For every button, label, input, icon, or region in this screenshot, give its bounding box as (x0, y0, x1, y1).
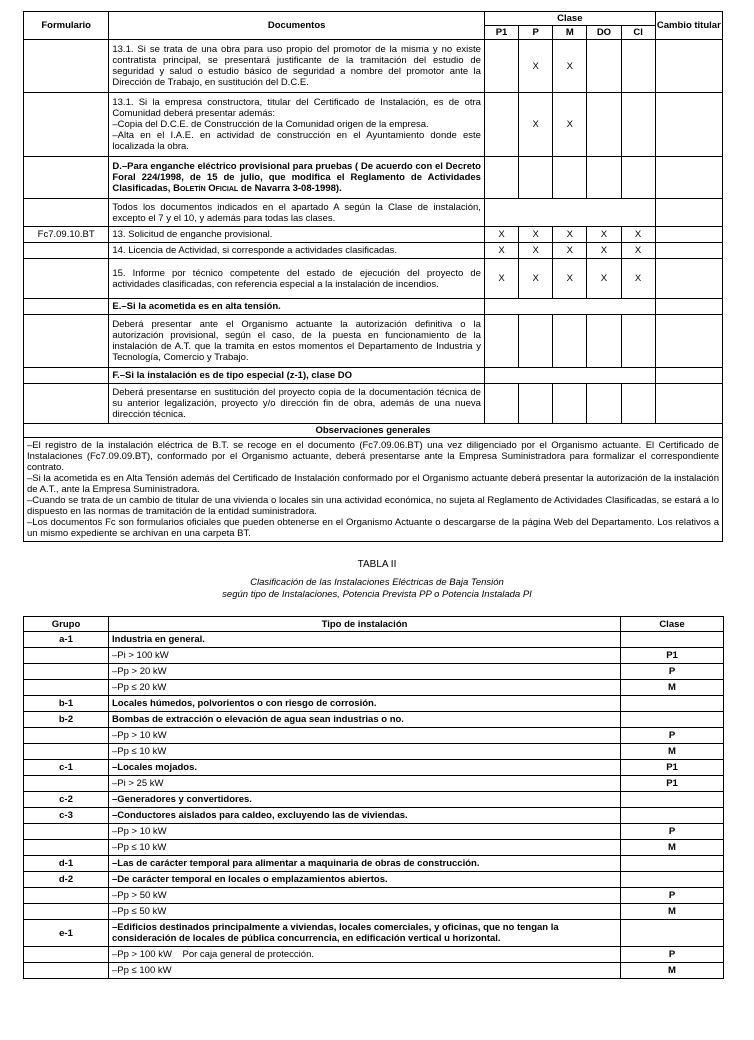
grupo-cell (24, 776, 109, 792)
table-row (24, 963, 724, 979)
table-row (24, 680, 724, 696)
table-row (24, 93, 723, 157)
grupo-cell: d-1 (24, 856, 109, 872)
mark-cell: X (553, 227, 587, 243)
observacion-item: –Si la acometida es en Alta Tensión además del Certificado de Instalación conformado por el Organismo actuante deberá presentar la autorización de la instalación de A.T., ante la Empresa Suministradora. (27, 473, 719, 495)
tipo-cell: Industria en general. (109, 632, 621, 648)
header-tipo-instalacion: Tipo de instalación (109, 617, 621, 632)
clase-cell: M (621, 680, 724, 696)
grupo-cell (24, 648, 109, 664)
clase-cell (621, 792, 724, 808)
grupo-cell (24, 888, 109, 904)
clase-cell: P (621, 947, 724, 963)
observaciones-title: Observaciones generales (24, 424, 723, 438)
clase-cell: M (621, 840, 724, 856)
clase-cell: P1 (621, 776, 724, 792)
tipo-cell: –Pp > 50 kW (109, 888, 621, 904)
tipo-cell: –Conductores aislados para caldeo, excluyendo las de viviendas. (109, 808, 621, 824)
mark-cell: X (587, 243, 621, 259)
table-row (24, 760, 724, 776)
mark-cell: X (553, 93, 587, 157)
table-row (24, 632, 724, 648)
header-clase-p: P (519, 26, 553, 40)
clase-cell: P (621, 664, 724, 680)
header-clase: Clase (484, 12, 655, 26)
grupo-cell (24, 744, 109, 760)
clase-cell: P1 (621, 760, 724, 776)
mark-cell (484, 40, 518, 93)
clase-cell: P1 (621, 648, 724, 664)
tipo-cell: –Locales mojados. (109, 760, 621, 776)
grupo-cell: c-2 (24, 792, 109, 808)
table2-subtitle-line: según tipo de Instalaciones, Potencia Prevista PP o Potencia Instalada PI (222, 589, 532, 600)
table-row (24, 384, 723, 424)
table2-title: TABLA II (357, 559, 397, 570)
clase-cell (621, 920, 724, 947)
clase-cell (621, 696, 724, 712)
clase-cell (621, 632, 724, 648)
observacion-item: –El registro de la instalación eléctrica de B.T. se recoge en el documento (Fc7.09.06.BT) una vez diligenciado por el Organismo actuante. El Certificado de Instalaciones (Fc7.09.09.BT), conformado por el Organismo actuante, deberá presentarse ante la Empresa Suministradora para formalizar el correspondiente contrato. (27, 440, 719, 473)
table-row (24, 712, 724, 728)
tipo-cell: –Pp ≤ 100 kW (109, 963, 621, 979)
formulario-code: Fc7.09.10.BT (24, 227, 109, 243)
tipo-cell: Locales húmedos, polvorientos o con riesgo de corrosión. (109, 696, 621, 712)
doc-13-1-obra-propia: 13.1. Si se trata de una obra para uso propio del promotor de la misma y no existe contratista principal, se presentará justificante de la tramitación del estudio de seguridad y salud o estudio básico de seguridad a nombre del promotor ante la Dirección de Trabajo, en sustitución del D.C.E. (109, 40, 485, 93)
grupo-cell: b-2 (24, 712, 109, 728)
mark-cell: X (519, 40, 553, 93)
clase-cell: M (621, 904, 724, 920)
grupo-cell (24, 947, 109, 963)
grupo-cell: b-1 (24, 696, 109, 712)
clase-cell: M (621, 744, 724, 760)
grupo-cell: c-1 (24, 760, 109, 776)
table-row (24, 920, 724, 947)
clase-cell (621, 872, 724, 888)
table2-subtitle-line: Clasificación de las Instalaciones Eléctricas de Baja Tensión (250, 577, 504, 588)
clase-cell (621, 808, 724, 824)
doc-14-licencia: 14. Licencia de Actividad, si corresponde a actividades clasificadas. (109, 243, 485, 259)
doc-13-1-otra-comunidad (109, 93, 485, 157)
observaciones-body (24, 438, 723, 542)
header-clase-do: DO (587, 26, 621, 40)
table2-subtitle (0, 577, 754, 601)
tipo-cell: –Pi > 100 kW (109, 648, 621, 664)
grupo-cell: a-1 (24, 632, 109, 648)
doc-todos-documentos: Todos los documentos indicados en el apartado A según la Clase de instalación, excepto el 7 y el 10, y además para todas las clases. (109, 199, 485, 227)
doc-line: –Alta en el I.A.E. en actividad de construcción en el Ayuntamiento donde este localizada la obra. (112, 130, 481, 152)
mark-cell: X (621, 227, 655, 243)
table-row (24, 199, 723, 227)
tipo-cell: Bombas de extracción o elevación de agua sean industrias o no. (109, 712, 621, 728)
table-row (24, 368, 723, 384)
clase-cell: P (621, 728, 724, 744)
grupo-cell (24, 824, 109, 840)
tipo-cell: –Pi > 25 kW (109, 776, 621, 792)
tipo-cell: –Pp > 10 kW (109, 824, 621, 840)
table-row (24, 824, 724, 840)
mark-cell: X (519, 227, 553, 243)
tipo-cell: –Pp > 10 kW (109, 728, 621, 744)
table-row (24, 227, 723, 243)
mark-cell: X (587, 259, 621, 299)
observacion-item: –Los documentos Fc son formularios oficiales que pueden obtenerse en el Organismo Actuante o descargarse de la página Web del Departamento. Los relativos a un mismo expediente se archivan en una carpeta BT. (27, 517, 719, 539)
section-d-boletin: Boletín Oficial (173, 183, 239, 194)
mark-cell (621, 40, 655, 93)
grupo-cell: d-2 (24, 872, 109, 888)
table-row (24, 904, 724, 920)
grupo-cell (24, 963, 109, 979)
table-row (24, 299, 723, 315)
mark-cell: X (519, 243, 553, 259)
table-row (24, 744, 724, 760)
doc-alta-tension: Deberá presentar ante el Organismo actuante la autorización definitiva o la autorización provisional, según el caso, de la puesta en funcionamiento de la instalación de A.T. que la tramita en estos momentos el Departamento de Industria y Tecnología, Comercio y Trabajo. (109, 315, 485, 368)
mark-cell (587, 93, 621, 157)
doc-line: 13.1. Si la empresa constructora, titular del Certificado de Instalación, es de otra Comunidad deberá presentar además: (112, 97, 481, 119)
table-row (24, 792, 724, 808)
mark-cell: X (484, 259, 518, 299)
grupo-cell (24, 840, 109, 856)
mark-cell: X (553, 259, 587, 299)
tipo-cell: –Pp ≤ 20 kW (109, 680, 621, 696)
header-clase-p1: P1 (484, 26, 518, 40)
mark-cell: X (587, 227, 621, 243)
tipo-cell: –Pp ≤ 10 kW (109, 744, 621, 760)
mark-cell (587, 40, 621, 93)
tipo-cell: –Pp > 100 kW Por caja general de protección. (109, 947, 621, 963)
header-clase-m: M (553, 26, 587, 40)
tipo-cell: –Pp ≤ 10 kW (109, 840, 621, 856)
doc-line: –Copia del D.C.E. de Construcción de la Comunidad origen de la empresa. (112, 119, 429, 130)
header-documentos: Documentos (109, 12, 485, 40)
mark-cell: X (621, 243, 655, 259)
tipo-cell: –Pp > 20 kW (109, 664, 621, 680)
table-row (24, 728, 724, 744)
mark-cell: X (553, 40, 587, 93)
section-d-heading (109, 157, 485, 199)
doc-13-solicitud: 13. Solicitud de enganche provisional. (109, 227, 485, 243)
doc-tipo-especial: Deberá presentarse en sustitución del proyecto copia de la documentación técnica de su anterior legalización, proyecto y/o dirección fin de obra, además de una nueva dirección técnica. (109, 384, 485, 424)
section-e-heading: E.–Si la acometida es en alta tensión. (109, 299, 485, 315)
tipo-cell: –Edificios destinados principalmente a viviendas, locales comerciales, y oficinas, que no tengan la consideración de locales de pública concurrencia, en edificación vertical u horizontal. (109, 920, 621, 947)
mark-cell: X (621, 259, 655, 299)
mark-cell: X (519, 93, 553, 157)
table-row (24, 856, 724, 872)
table-row (24, 947, 724, 963)
table-row (24, 157, 723, 199)
table-row (24, 664, 724, 680)
table-row (24, 259, 723, 299)
table-row (24, 696, 724, 712)
header-clase-ci: CI (621, 26, 655, 40)
documents-table (23, 11, 723, 542)
header-grupo: Grupo (24, 617, 109, 632)
grupo-cell (24, 904, 109, 920)
section-d-text-end: de Navarra 3-08-1998). (238, 183, 342, 194)
table-row (24, 243, 723, 259)
grupo-cell (24, 728, 109, 744)
mark-cell: X (553, 243, 587, 259)
doc-15-informe: 15. Informe por técnico competente del estado de ejecución del proyecto de actividades clasificadas, con referencia especial a la instalación de incendios. (109, 259, 485, 299)
grupo-cell: e-1 (24, 920, 109, 947)
section-f-heading: F.–Si la instalación es de tipo especial (z-1), clase DO (109, 368, 485, 384)
table-row (24, 648, 724, 664)
header-formulario: Formulario (24, 12, 109, 40)
classification-body (24, 632, 724, 979)
header-cambio-titular: Cambio titular (655, 12, 722, 40)
tipo-cell: –Generadores y convertidores. (109, 792, 621, 808)
clase-cell (621, 712, 724, 728)
table-row (24, 808, 724, 824)
tipo-cell: –Las de carácter temporal para alimentar a maquinaria de obras de construcción. (109, 856, 621, 872)
table-row (24, 776, 724, 792)
grupo-cell: c-3 (24, 808, 109, 824)
header-clase: Clase (621, 617, 724, 632)
tipo-cell: –Pp ≤ 50 kW (109, 904, 621, 920)
clase-cell: P (621, 824, 724, 840)
table-row (24, 840, 724, 856)
table-row (24, 888, 724, 904)
mark-cell: X (519, 259, 553, 299)
mark-cell (484, 93, 518, 157)
tipo-cell: –De carácter temporal en locales o emplazamientos abiertos. (109, 872, 621, 888)
mark-cell: X (484, 243, 518, 259)
section-d-text: D.–Para enganche eléctrico provisional para pruebas ( De acuerdo con el Decreto Foral 224/1998, de 15 de julio, que modifica el Reglamento de Actividades Clasificadas, (112, 161, 481, 194)
clase-cell: P (621, 888, 724, 904)
table-row (24, 315, 723, 368)
table-row (24, 872, 724, 888)
grupo-cell (24, 680, 109, 696)
mark-cell (621, 93, 655, 157)
grupo-cell (24, 664, 109, 680)
classification-table (23, 616, 724, 979)
clase-cell: M (621, 963, 724, 979)
observacion-item: –Cuando se trata de un cambio de titular de una vivienda o locales sin una actividad económica, no sujeta al Reglamento de Actividades Clasificadas, se estará a lo dispuesto en las normas de tramitación de la entidad suministradora. (27, 495, 719, 517)
mark-cell: X (484, 227, 518, 243)
table-row (24, 40, 723, 93)
clase-cell (621, 856, 724, 872)
